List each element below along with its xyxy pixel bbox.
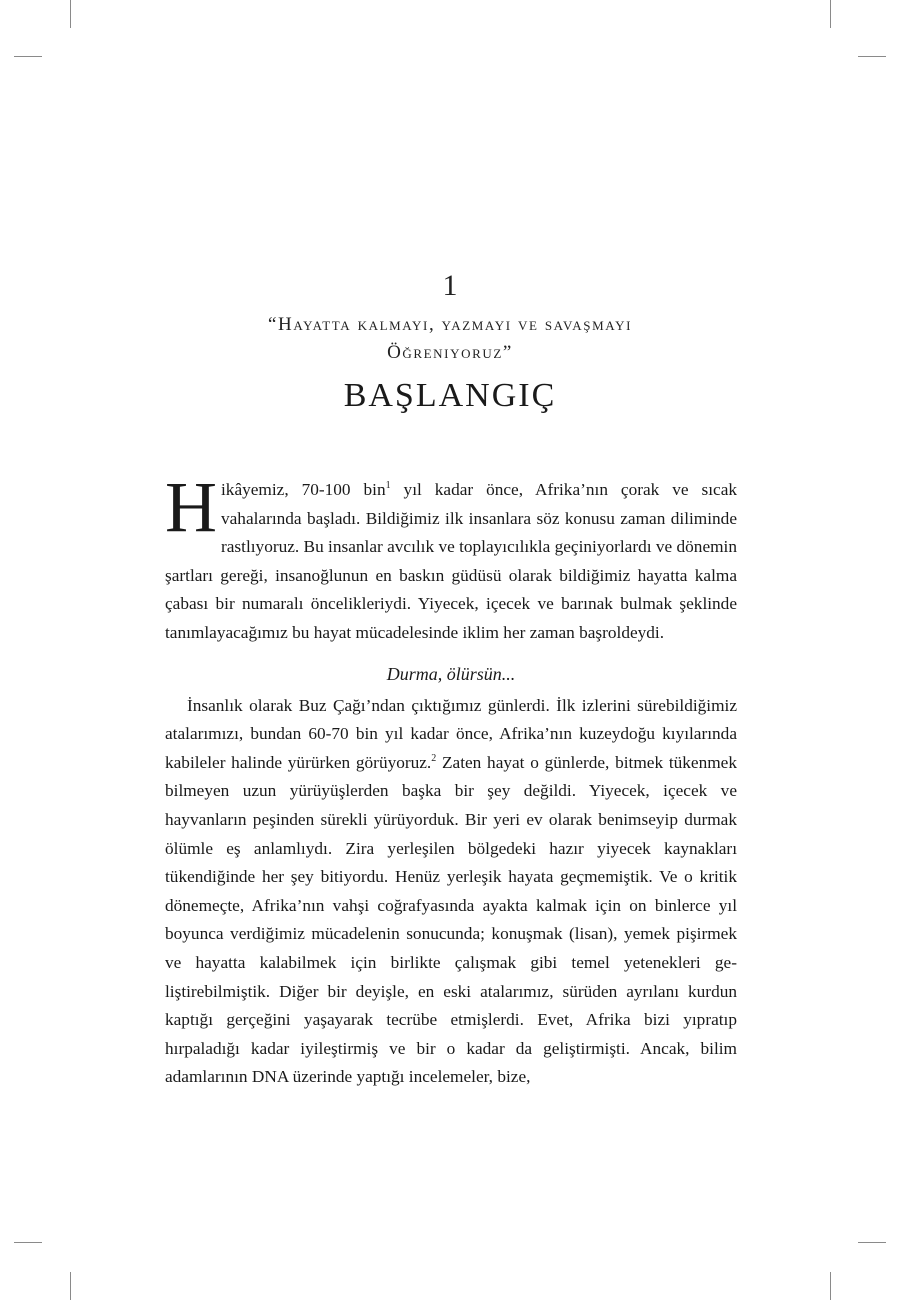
crop-mark-top-left bbox=[70, 0, 71, 28]
crop-mark-top-right bbox=[830, 0, 831, 28]
crop-mark-bottom-left-h bbox=[14, 1242, 42, 1243]
intro-paragraph bbox=[165, 467, 738, 648]
section-paragraph bbox=[165, 692, 737, 1092]
body-text bbox=[165, 467, 738, 1092]
chapter-title: BAŞLANGIÇ bbox=[343, 377, 557, 414]
crop-mark-bottom-left bbox=[70, 1272, 71, 1300]
footnote-ref-2[interactable]: 2 bbox=[431, 752, 437, 764]
drop-cap: H bbox=[165, 467, 217, 547]
footnote-ref-1[interactable]: 1 bbox=[385, 480, 391, 492]
section-text-part2: Zaten hayat o günlerde, bitmek tükenmek bilmeyen uzun yürüyüşlerden başka bir şey değildi. Yiyecek, içecek ve hayvanların peşinden sürekli yürüyorduk. Bir yeri ev olarak benimseyip durmak ölümle eş anlamlıydı. Zira yerleşilen bölgedeki hazır yiyecek kaynakları tükendiğinde her şey bitiyordu. Henüz yerleşik hayata geçmemiştik. Ve o kritik dönemeçte, Afrika’nın vahşi coğrafyasında ayakta kalmak için on binlerce yıl boyunca verdiğimiz mücadelenin sonucunda; konuşmak (lisan), yemek pişirmek ve hayatta kalabilmek için birlikte çalışmak gibi temel yetenekleri geliştirebilmiştik. Diğer bir deyişle, en eski atalarımız, sürüden ayrılanı kurdun kaptığı gerçeğini yaşayarak tecrübe etmişlerdi. Evet, Afrika bizi yıpratıp hırpaladığı kadar iyileştirmiş ve bir o kadar da geliştirmişti. Ancak, bilim adamlarının DNA üzerinde yaptığı incelemeler, bize, bbox=[165, 752, 737, 1087]
intro-text-part2: yıl kadar önce, Afrika’nın çorak ve sıcak vahalarında başladı. Bildiğimiz ilk insanlara söz konusu zaman diliminde rastlıyoruz. Bu insanlar avcılık ve toplayıcılıkla geçiniyorlardı ve dönemin şartları gereği, insanoğlunun en baskın güdüsü olarak bildiğimiz hayatta kalma çabası bir numaralı öncelikleriydi. Yiyecek, içecek ve barınak bulmak şeklinde tanımlayacağımız bu hayat mücadelesinde iklim her zaman başroldeydi. bbox=[165, 480, 738, 642]
section-text-part1: İnsanlık olarak Buz Çağı’ndan çıktığımız günlerdi. İlk izlerini sürebildiğimiz atalarımızı, bundan 60-70 bin yıl kadar önce, Afrika’nın kuzeydoğu kıyılarında kabileler halinde yürürken görüyoruz. bbox=[165, 695, 737, 772]
crop-mark-top-right-h bbox=[858, 56, 886, 57]
crop-mark-top-left-h bbox=[14, 56, 42, 57]
chapter-number: 1 bbox=[442, 269, 458, 302]
crop-mark-bottom-right-h bbox=[858, 1242, 886, 1243]
section-heading: Durma, ölürsün... bbox=[386, 663, 516, 684]
chapter-subtitle-line2: Öğreniyoruz” bbox=[387, 342, 513, 363]
intro-text-part1: ikâyemiz, 70-100 bin bbox=[221, 480, 386, 499]
crop-mark-bottom-right bbox=[830, 1272, 831, 1300]
chapter-subtitle-line1: “Hayatta kalmayı, yazmayı ve savaşmayı bbox=[267, 314, 633, 335]
